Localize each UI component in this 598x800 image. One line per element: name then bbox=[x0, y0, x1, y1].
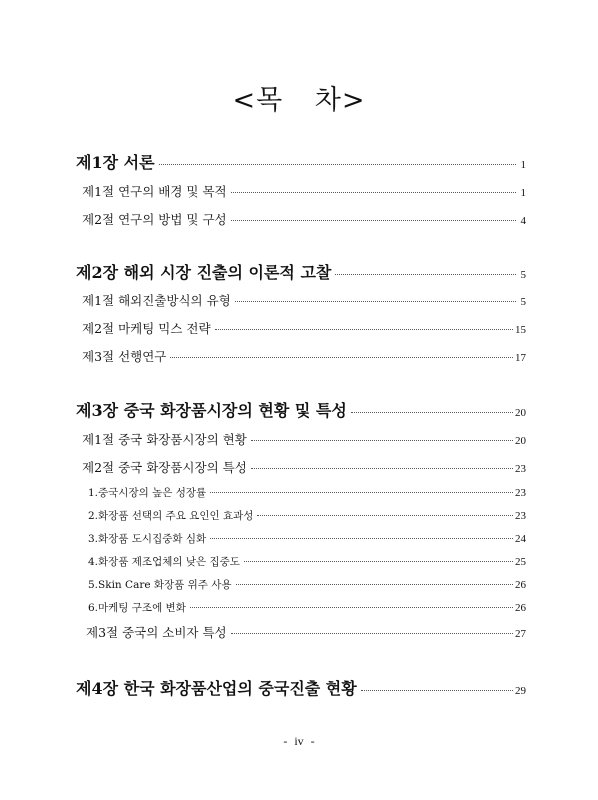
toc-entry-label: 2.화장품 선택의 주요 요인인 효과성 bbox=[88, 510, 254, 522]
toc-section-1-2 bbox=[82, 210, 526, 228]
toc-entry-page: 26 bbox=[515, 579, 526, 591]
leader-dots bbox=[215, 329, 513, 330]
toc-entry-page: 24 bbox=[515, 533, 526, 545]
leader-dots bbox=[251, 440, 513, 441]
toc-subsection-4 bbox=[88, 554, 526, 569]
toc-section-2-3 bbox=[82, 347, 526, 365]
toc-entry-page: 27 bbox=[515, 628, 526, 640]
toc-subsection-5 bbox=[88, 577, 526, 592]
toc-entry-page: 26 bbox=[515, 602, 526, 614]
toc-entry-label: 제4장 한국 화장품산업의 중국진출 현황 bbox=[76, 679, 357, 698]
toc-entry-label: 제1장 서론 bbox=[76, 153, 155, 172]
leader-dots bbox=[351, 412, 513, 413]
toc-entry-page: 20 bbox=[515, 407, 526, 419]
toc-entry-page: 17 bbox=[515, 352, 526, 364]
toc-entry-label: 제2절 연구의 방법 및 구성 bbox=[82, 212, 227, 227]
toc-entry-page: 1 bbox=[520, 187, 526, 199]
leader-dots bbox=[361, 690, 513, 691]
toc-entry-label: 제2절 중국 화장품시장의 특성 bbox=[82, 460, 247, 475]
toc-subsection-2 bbox=[88, 508, 526, 523]
toc-entry-label: 제1절 연구의 배경 및 목적 bbox=[82, 184, 227, 199]
toc-section-3-1 bbox=[82, 430, 526, 448]
leader-dots bbox=[231, 192, 516, 193]
toc-section-3-3 bbox=[86, 623, 526, 641]
toc-entry-label: 제3절 선행연구 bbox=[82, 349, 167, 364]
toc-entry-page: 15 bbox=[515, 324, 526, 336]
toc-section-2-1 bbox=[82, 291, 526, 309]
toc-subsection-1 bbox=[88, 485, 526, 500]
leader-dots bbox=[236, 584, 513, 585]
leader-dots bbox=[210, 492, 513, 493]
toc-entry-page: 25 bbox=[515, 556, 526, 568]
toc-entry-label: 제3장 중국 화장품시장의 현황 및 특성 bbox=[76, 401, 347, 420]
toc-chapter-3 bbox=[76, 398, 526, 421]
leader-dots bbox=[170, 357, 513, 358]
toc-subsection-3 bbox=[88, 531, 526, 546]
toc-chapter-1 bbox=[76, 150, 526, 173]
leader-dots bbox=[210, 538, 513, 539]
toc-entry-label: 3.화장품 도시집중화 심화 bbox=[88, 533, 207, 545]
toc-section-2-2 bbox=[82, 319, 526, 337]
toc-entry-label: 6.마케팅 구조에 변화 bbox=[88, 602, 186, 614]
toc-subsection-6 bbox=[88, 600, 526, 615]
toc-chapter-2 bbox=[76, 260, 526, 283]
toc-entry-page: 5 bbox=[520, 296, 526, 308]
leader-dots bbox=[190, 607, 513, 608]
leader-dots bbox=[257, 515, 513, 516]
toc-title: <목 차> bbox=[232, 85, 366, 116]
page-number-footer: - iv - bbox=[283, 734, 315, 748]
toc-section-3-2 bbox=[82, 458, 526, 476]
leader-dots bbox=[251, 468, 513, 469]
leader-dots bbox=[231, 633, 513, 634]
toc-section-1-1 bbox=[82, 182, 526, 200]
toc-entry-page: 23 bbox=[515, 463, 526, 475]
toc-chapter-4 bbox=[76, 676, 526, 699]
toc-entry-label: 1.중국시장의 높은 성장률 bbox=[88, 487, 207, 499]
toc-entry-label: 제2절 마케팅 믹스 전략 bbox=[82, 321, 211, 336]
toc-entry-page: 1 bbox=[520, 159, 526, 171]
leader-dots bbox=[159, 164, 516, 165]
leader-dots bbox=[231, 220, 516, 221]
leader-dots bbox=[335, 274, 516, 275]
toc-entry-page: 4 bbox=[520, 215, 526, 227]
toc-entry-page: 23 bbox=[515, 487, 526, 499]
toc-entry-page: 29 bbox=[515, 685, 526, 697]
toc-entry-page: 20 bbox=[515, 435, 526, 447]
toc-entry-label: 제1절 중국 화장품시장의 현황 bbox=[82, 432, 247, 447]
toc-entry-label: 제1절 해외진출방식의 유형 bbox=[82, 293, 231, 308]
leader-dots bbox=[235, 301, 516, 302]
leader-dots bbox=[244, 561, 513, 562]
toc-entry-page: 23 bbox=[515, 510, 526, 522]
toc-entry-label: 4.화장품 제조업체의 낮은 집중도 bbox=[88, 556, 240, 568]
toc-entry-page: 5 bbox=[520, 269, 526, 281]
toc-entry-label: 제2장 해외 시장 진출의 이론적 고찰 bbox=[76, 263, 332, 282]
toc-entry-label: 5.Skin Care 화장품 위주 사용 bbox=[88, 579, 232, 591]
toc-entry-label: 제3절 중국의 소비자 특성 bbox=[86, 625, 227, 640]
